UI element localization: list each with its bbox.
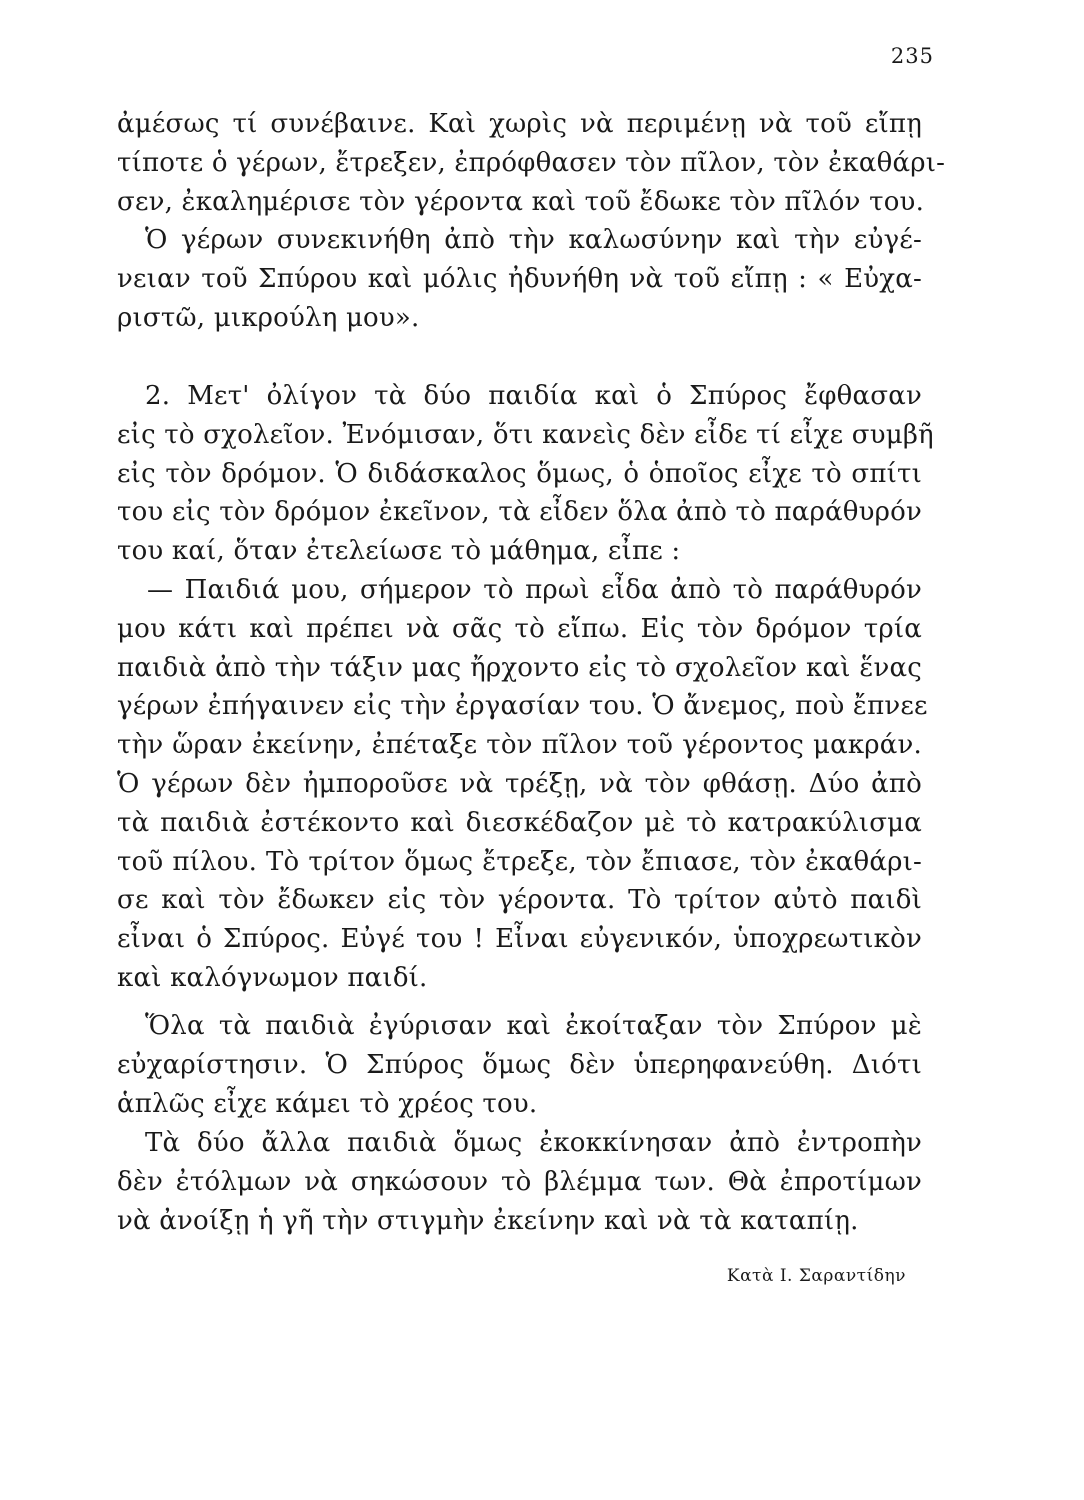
text-line: εἶναι ὁ Σπύρος. Εὐγέ του ! Εἶναι εὐγενικόν, ὑποχρεωτικὸν	[117, 924, 922, 955]
text-line: — Παιδιά μου, σήμερον τὸ πρωὶ εἶδα ἀπὸ τὸ παράθυρόν	[147, 574, 922, 605]
text-line: Τὰ δύο ἄλλα παιδιὰ ὅμως ἐκοκκίνησαν ἀπὸ ἐντροπὴν	[145, 1128, 922, 1158]
text-line: ριστῶ, μικρούλη μου».	[117, 302, 420, 333]
text-line: Ὅλα τὰ παιδιὰ ἐγύρισαν καὶ ἐκοίταξαν τὸν Σπύρον μὲ	[145, 1011, 922, 1041]
text-line: παιδιὰ ἀπὸ τὴν τάξιν μας ἤρχοντο εἰς τὸ σχολεῖον καὶ ἕνας	[117, 652, 922, 683]
text-line: γέρων ἐπήγαινεν εἰς τὴν ἐργασίαν του. Ὁ ἄνεμος, ποὺ ἔπνεε	[117, 691, 928, 722]
text-line: ἁπλῶς εἶχε κάμει τὸ χρέος του.	[117, 1088, 538, 1119]
page-number: 235	[890, 44, 934, 68]
text-line: 2. Μετ' ὀλίγον τὰ δύο παιδία καὶ ὁ Σπύρος ἔφθασαν	[145, 381, 922, 411]
paragraph-1	[117, 105, 946, 338]
text-line: του εἰς τὸν δρόμον ἐκεῖνον, τὰ εἶδεν ὅλα ἀπὸ τὸ παράθυρόν	[117, 497, 922, 528]
text-line: εὐχαρίστησιν. Ὁ Σπύρος ὅμως δὲν ὑπερηφανεύθη. Διότι	[117, 1049, 922, 1080]
text-line: νειαν τοῦ Σπύρου καὶ μόλις ἠδυνήθη νὰ τοῦ εἴπῃ : « Εὐχα-	[117, 264, 922, 295]
paragraph-3	[117, 1007, 922, 1123]
text-line: εἰς τὸν δρόμον. Ὁ διδάσκαλος ὅμως, ὁ ὁποῖος εἶχε τὸ σπίτι	[117, 458, 922, 489]
text-line: του καί, ὅταν ἐτελείωσε τὸ μάθημα, εἶπε :	[117, 536, 681, 567]
author-attribution: Κατὰ Ι. Σαραντίδην	[726, 1266, 906, 1286]
text-line: τὴν ὥραν ἐκείνην, ἐπέταξε τὸν πῖλον τοῦ γέροντος μακράν.	[117, 730, 922, 761]
text-line: ἀμέσως τί συνέβαινε. Καὶ χωρὶς νὰ περιμένῃ νὰ τοῦ εἴπῃ	[117, 109, 922, 139]
text-line: τίποτε ὁ γέρων, ἔτρεξεν, ἐπρόφθασεν τὸν πῖλον, τὸν ἐκαθάρι-	[117, 147, 946, 178]
paragraph-2	[117, 377, 934, 998]
text-line: τὰ παιδιὰ ἐστέκοντο καὶ διεσκέδαζον μὲ τὸ κατρακύλισμα	[117, 807, 922, 838]
text-line: σε καὶ τὸν ἔδωκεν εἰς τὸν γέροντα. Τὸ τρίτον αὐτὸ παιδὶ	[117, 885, 922, 916]
text-line: δὲν ἐτόλμων νὰ σηκώσουν τὸ βλέμμα των. Θὰ ἐπροτίμων	[117, 1166, 922, 1197]
text-line: σεν, ἐκαλημέρισε τὸν γέροντα καὶ τοῦ ἔδωκε τὸν πῖλόν του.	[117, 186, 925, 217]
paragraph-4	[117, 1124, 922, 1240]
text-line: Ὁ γέρων συνεκινήθη ἀπὸ τὴν καλωσύνην καὶ τὴν εὐγέ-	[145, 225, 922, 256]
text-line: καὶ καλόγνωμον παιδί.	[117, 962, 428, 993]
text-line: τοῦ πίλου. Τὸ τρίτον ὅμως ἔτρεξε, τὸν ἔπιασε, τὸν ἐκαθάρι-	[117, 846, 922, 877]
text-line: εἰς τὸ σχολεῖον. Ἐνόμισαν, ὅτι κανεὶς δὲν εἶδε τί εἶχε συμβῆ	[117, 419, 934, 450]
text-line: νὰ ἀνοίξῃ ἡ γῆ τὴν στιγμὴν ἐκείνην καὶ νὰ τὰ καταπίῃ.	[117, 1205, 859, 1236]
text-line: Ὁ γέρων δὲν ἠμποροῦσε νὰ τρέξῃ, νὰ τὸν φθάσῃ. Δύο ἀπὸ	[117, 768, 922, 799]
text-line: μου κάτι καὶ πρέπει νὰ σᾶς τὸ εἴπω. Εἰς τὸν δρόμον τρία	[117, 613, 922, 644]
